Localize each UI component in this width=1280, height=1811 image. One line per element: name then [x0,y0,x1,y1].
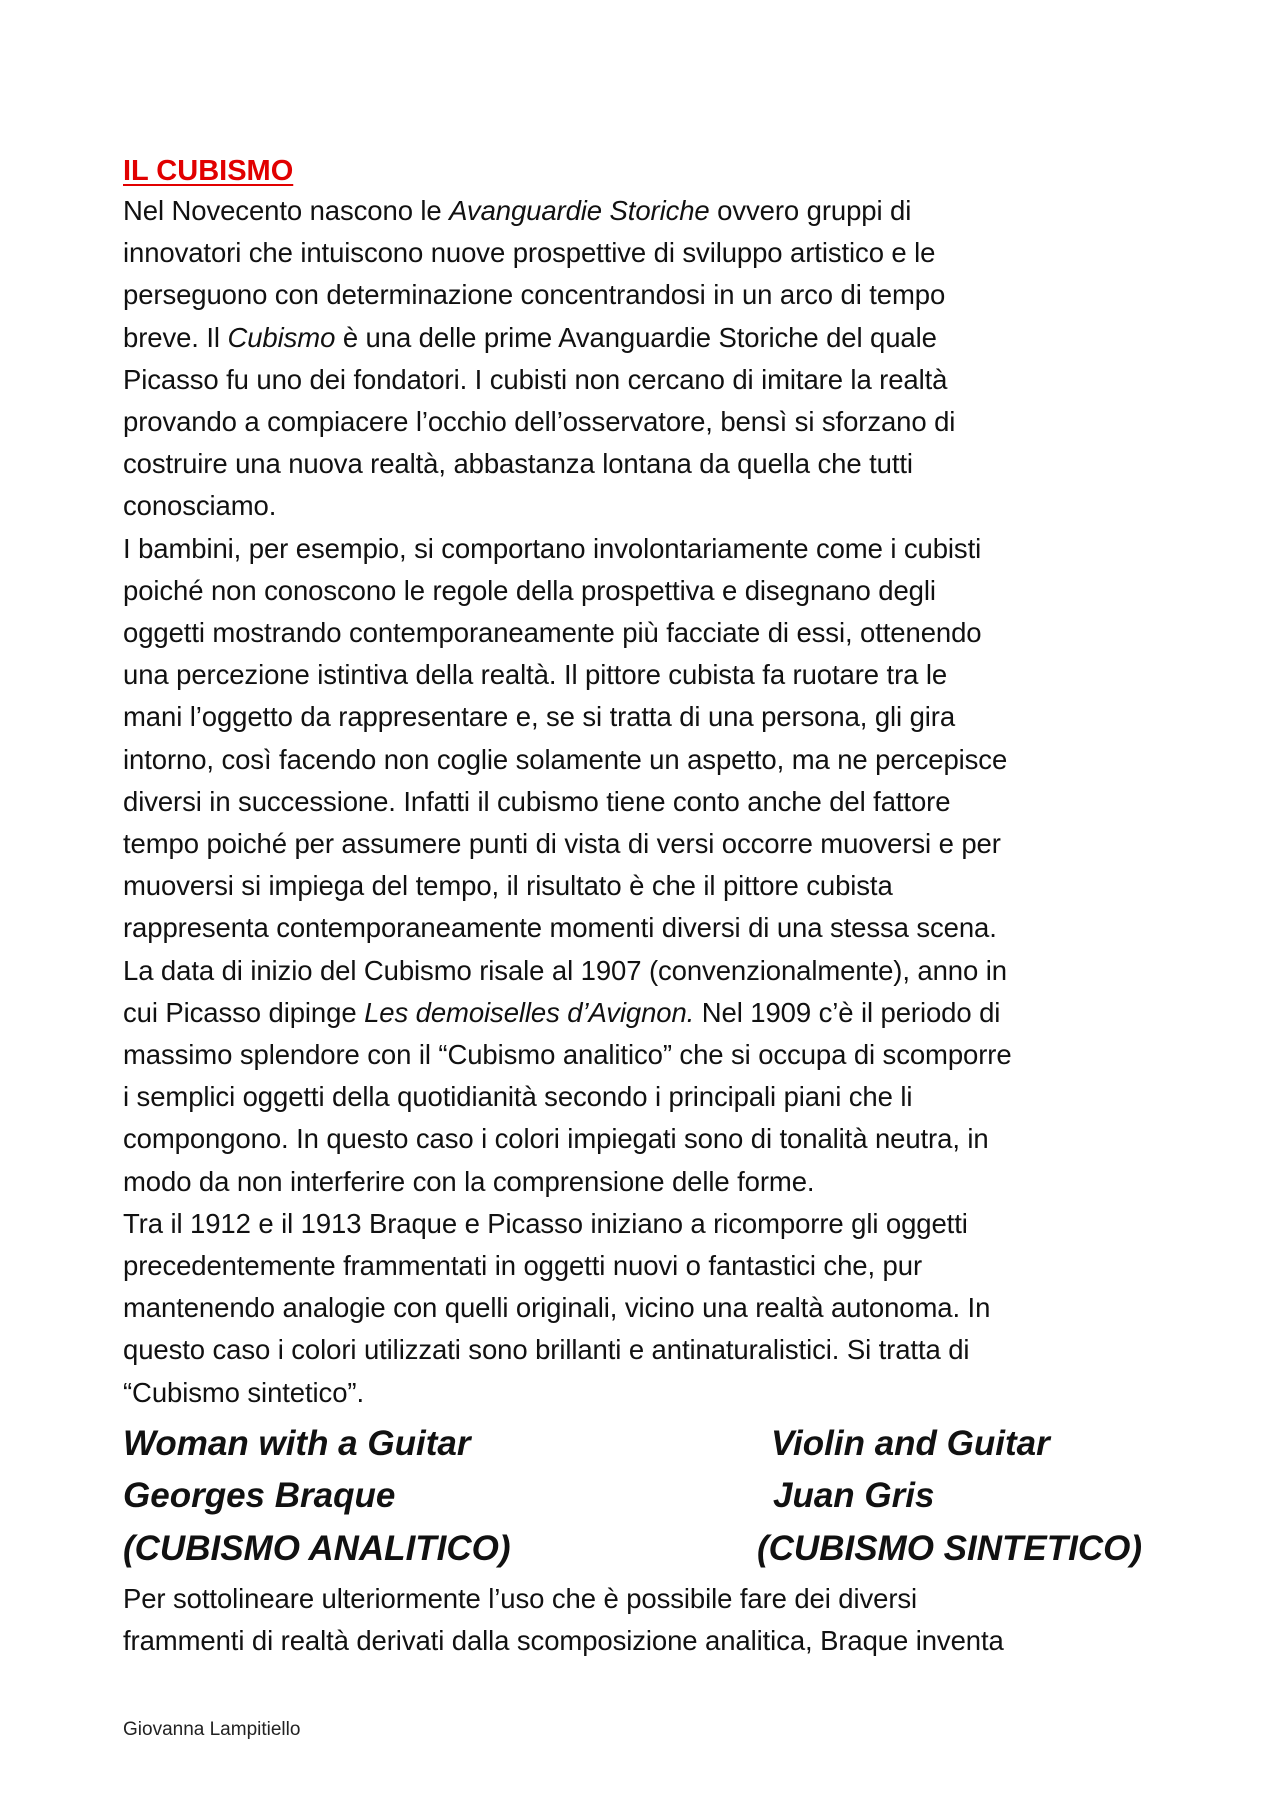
text-run: Tra il 1912 e il 1913 Braque e Picasso iniziano a ricomporre gli oggetti [123,1207,968,1239]
paragraph-analytic [123,950,1173,1203]
text-line [123,401,1173,443]
text-line [123,950,1173,992]
caption-right-artwork: Violin and Guitar [771,1423,1050,1463]
italic-term: Cubismo [227,321,336,353]
text-line [123,1076,1173,1118]
text-run: frammenti di realtà derivati dalla scomposizione analitica, Braque inventa [123,1625,1004,1657]
text-run: Picasso fu uno dei fondatori. I cubisti non cercano di imitare la realtà [123,363,948,395]
text-run: rappresenta contemporaneamente momenti diversi di una stessa scena. [123,912,997,944]
text-line [123,865,1173,907]
text-run: cui Picasso dipinge [123,996,365,1028]
artwork-captions [123,1418,1173,1578]
text-run: oggetti mostrando contemporaneamente più facciate di essi, ottenendo [123,617,982,649]
text-run: innovatori che intuiscono nuove prospettive di sviluppo artistico e le [123,237,936,269]
paragraph-continuation [123,1578,1173,1662]
text-run: compongono. In questo caso i colori impiegati sono di tonalità neutra, in [123,1123,989,1155]
text-line [123,823,1173,865]
text-run: intorno, così facendo non coglie solamente un aspetto, ma ne percepisce [123,743,1008,775]
text-line [123,907,1173,949]
text-run: perseguono con determinazione concentrandosi in un arco di tempo [123,279,946,311]
text-line [123,232,1173,274]
text-run: I bambini, per esempio, si comportano involontariamente come i cubisti [123,532,982,564]
text-run: Nel 1909 c’è il periodo di [694,996,1001,1028]
text-line [123,1620,1173,1662]
text-run: “Cubismo sintetico”. [123,1376,364,1408]
text-line [123,1203,1173,1245]
text-line [123,274,1173,316]
italic-term: Les demoiselles d’Avignon. [364,996,695,1028]
text-line [123,739,1173,781]
text-run: una percezione istintiva della realtà. Il pittore cubista fa ruotare tra le [123,659,948,691]
caption-right [757,1418,1142,1576]
text-line [123,654,1173,696]
text-line [123,443,1173,485]
paragraph-children [123,528,1173,950]
caption-left [123,1418,511,1576]
text-run: muoversi si impiega del tempo, il risultato è che il pittore cubista [123,870,893,902]
text-run: breve. Il [123,321,228,353]
text-line [123,992,1173,1034]
italic-term: Avanguardie Storiche [449,195,710,226]
text-run: massimo splendore con il “Cubismo analitico” che si occupa di scomporre [123,1039,1012,1071]
text-run: costruire una nuova realtà, abbastanza lontana da quella che tutti [123,448,913,480]
text-run: Per sottolineare ulteriormente l’uso che è possibile fare dei diversi [123,1582,918,1614]
caption-left-style: (CUBISMO ANALITICO) [123,1528,511,1568]
text-run: modo da non interferire con la comprensione delle forme. [123,1165,815,1197]
text-line [123,696,1173,738]
text-line [123,317,1173,359]
text-run: i semplici oggetti della quotidianità secondo i principali piani che li [123,1081,913,1113]
text-line [123,1245,1173,1287]
caption-right-artist: Juan Gris [773,1476,935,1516]
text-line [123,1287,1173,1329]
page-title: IL CUBISMO [123,155,294,187]
text-line [123,485,1173,527]
text-line [123,1034,1173,1076]
text-line [123,1329,1173,1371]
text-run: poiché non conoscono le regole della prospettiva e disegnano degli [123,574,936,606]
text-line [123,528,1173,570]
caption-right-style: (CUBISMO SINTETICO) [757,1528,1142,1568]
text-line [123,570,1173,612]
caption-left-artist: Georges Braque [123,1476,396,1516]
text-run: ovvero gruppi di [709,195,912,226]
text-line [123,612,1173,654]
text-line [123,1578,1173,1620]
text-line [123,1161,1173,1203]
text-run: precedentemente frammentati in oggetti nuovi o fantastici che, pur [123,1250,922,1282]
text-line [123,1372,1173,1414]
text-run: questo caso i colori utilizzati sono brillanti e antinaturalistici. Si tratta di [123,1334,970,1366]
text-line [123,190,1173,232]
text-run: diversi in successione. Infatti il cubismo tiene conto anche del fattore [123,785,951,817]
text-run: tempo poiché per assumere punti di vista di versi occorre muoversi e per [123,828,1001,860]
text-run: Nel Novecento nascono le [123,195,450,226]
footer-author: Giovanna Lampitiello [123,1719,301,1740]
text-line [123,359,1173,401]
text-run: mantenendo analogie con quelli originali, vicino una realtà autonoma. In [123,1292,991,1324]
text-run: mani l’oggetto da rappresentare e, se si tratta di una persona, gli gira [123,701,956,733]
document-content [123,152,1173,1662]
text-run: provando a compiacere l’occhio dell’osservatore, bensì si sforzano di [123,406,956,438]
text-run: è una delle prime Avanguardie Storiche del quale [335,321,937,353]
caption-left-artwork: Woman with a Guitar [123,1423,471,1463]
text-line [123,781,1173,823]
text-run: La data di inizio del Cubismo risale al 1907 (convenzionalmente), anno in [123,954,1007,986]
paragraph-intro [123,190,1173,528]
paragraph-synthetic [123,1203,1173,1414]
text-line [123,1118,1173,1160]
text-run: conosciamo. [123,490,277,522]
